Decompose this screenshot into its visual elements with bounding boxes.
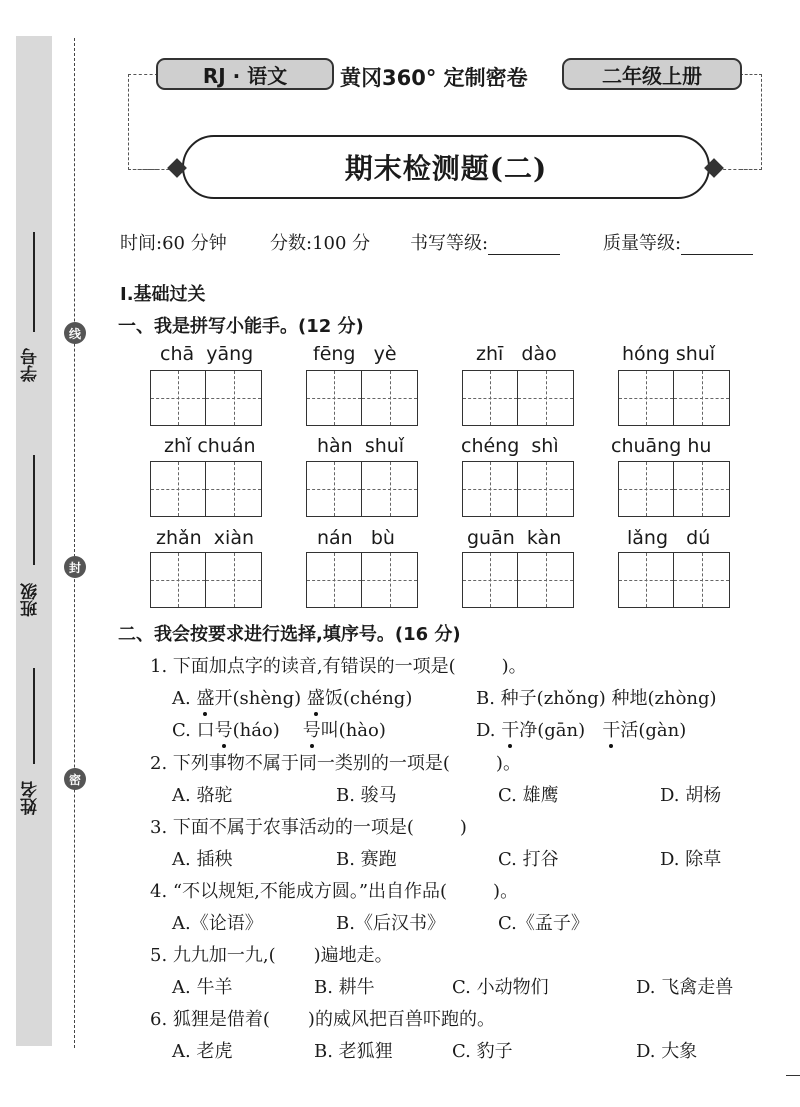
page-title: 期末检测题(二)	[182, 135, 710, 199]
header-dash-bottom-right	[718, 169, 762, 170]
pinyin-6: hàn shuǐ	[317, 435, 405, 457]
pinyin-3: zhī dào	[476, 343, 557, 365]
header-dash-bottom-left	[128, 169, 174, 170]
writing-grade	[410, 229, 560, 255]
student-id-line	[33, 232, 35, 332]
q5-option-c: C. 小动物们	[452, 977, 549, 998]
name-label: 姓名	[21, 781, 41, 815]
grade-badge: 二年级上册	[562, 58, 742, 90]
q3-option-c: C. 打谷	[498, 849, 559, 870]
q2-option-c: C. 雄鹰	[498, 785, 559, 806]
question-6: 6. 狐狸是借着( )的威风把百兽吓跑的。	[150, 1009, 495, 1030]
writing-grid-11[interactable]	[462, 552, 574, 608]
q6-option-a: A. 老虎	[172, 1041, 233, 1062]
writing-grid-6[interactable]	[306, 461, 418, 517]
pinyin-7: chéng shì	[461, 435, 559, 457]
subject-badge: RJ · 语文	[156, 58, 334, 90]
q4-option-b: B.《后汉书》	[336, 913, 445, 934]
q1-option-c: C. 口号(háo) 号叫(hào)	[172, 720, 386, 741]
pinyin-4: hóng shuǐ	[622, 343, 716, 365]
q6-option-b: B. 老狐狸	[314, 1041, 393, 1062]
writing-grid-7[interactable]	[462, 461, 574, 517]
pinyin-11: guān kàn	[467, 527, 562, 549]
q4-option-c: C.《孟子》	[498, 913, 589, 934]
question-2: 2. 下列事物不属于同一类别的一项是( )。	[150, 753, 521, 774]
pinyin-2: fēng yè	[313, 343, 397, 365]
question-3: 3. 下面不属于农事活动的一项是( )	[150, 817, 467, 838]
seal-feng: 封	[64, 556, 86, 578]
q5-option-b: B. 耕牛	[314, 977, 375, 998]
writing-grid-8[interactable]	[618, 461, 730, 517]
student-id-label: 学号	[21, 348, 41, 382]
q2-option-a: A. 骆驼	[172, 785, 233, 806]
pinyin-8: chuāng hu	[611, 435, 712, 457]
writing-grid-5[interactable]	[150, 461, 262, 517]
writing-grid-4[interactable]	[618, 370, 730, 426]
writing-grid-12[interactable]	[618, 552, 730, 608]
part-title: Ⅰ.基础过关	[120, 284, 206, 305]
pinyin-1: chā yāng	[160, 343, 254, 365]
page-edge-mark	[786, 1075, 800, 1076]
q2-option-d: D. 胡杨	[660, 785, 722, 806]
cut-line	[74, 38, 75, 1048]
q6-option-d: D. 大象	[636, 1041, 698, 1062]
section2-title: 二、我会按要求进行选择,填序号。(16 分)	[118, 624, 461, 645]
writing-grid-1[interactable]	[150, 370, 262, 426]
quality-grade-label: 质量等级:	[603, 233, 682, 254]
pinyin-12: lǎng dú	[627, 527, 711, 549]
seal-line: 线	[64, 322, 86, 344]
header-dash-left	[128, 74, 158, 170]
pinyin-5: zhǐ chuán	[164, 435, 256, 457]
class-label: 班级	[21, 583, 41, 617]
q1-option-d: D. 干净(gān) 干活(gàn)	[476, 720, 687, 741]
header-dash-right	[740, 74, 762, 170]
writing-grade-label: 书写等级:	[410, 233, 489, 254]
q1-option-b: B. 种子(zhǒng) 种地(zhòng)	[476, 688, 717, 709]
section1-title: 一、我是拼写小能手。(12 分)	[118, 316, 364, 337]
q6-option-c: C. 豹子	[452, 1041, 513, 1062]
q5-option-a: A. 牛羊	[172, 977, 233, 998]
question-5: 5. 九九加一九,( )遍地走。	[150, 945, 393, 966]
q3-option-d: D. 除草	[660, 849, 722, 870]
pinyin-9: zhǎn xiàn	[156, 527, 255, 549]
class-line	[33, 455, 35, 565]
q3-option-b: B. 赛跑	[336, 849, 397, 870]
writing-grid-9[interactable]	[150, 552, 262, 608]
writing-grid-3[interactable]	[462, 370, 574, 426]
pinyin-10: nán bù	[317, 527, 395, 549]
exam-time: 时间:60 分钟	[120, 233, 227, 254]
q3-option-a: A. 插秧	[172, 849, 233, 870]
writing-grid-2[interactable]	[306, 370, 418, 426]
question-1: 1. 下面加点字的读音,有错误的一项是( )。	[150, 656, 527, 677]
writing-grade-blank[interactable]	[488, 237, 560, 255]
q2-option-b: B. 骏马	[336, 785, 397, 806]
q5-option-d: D. 飞禽走兽	[636, 977, 734, 998]
writing-grid-10[interactable]	[306, 552, 418, 608]
q1-option-a: A. 盛开(shèng) 盛饭(chéng)	[172, 688, 413, 709]
brand-name: 黄冈360° 定制密卷	[340, 66, 528, 90]
quality-grade-blank[interactable]	[681, 237, 753, 255]
q4-option-a: A.《论语》	[172, 913, 263, 934]
name-line	[33, 668, 35, 764]
seal-mi: 密	[64, 768, 86, 790]
question-4: 4. “不以规矩,不能成方圆。”出自作品( )。	[150, 881, 519, 902]
exam-score: 分数:100 分	[270, 233, 371, 254]
quality-grade	[603, 229, 753, 255]
